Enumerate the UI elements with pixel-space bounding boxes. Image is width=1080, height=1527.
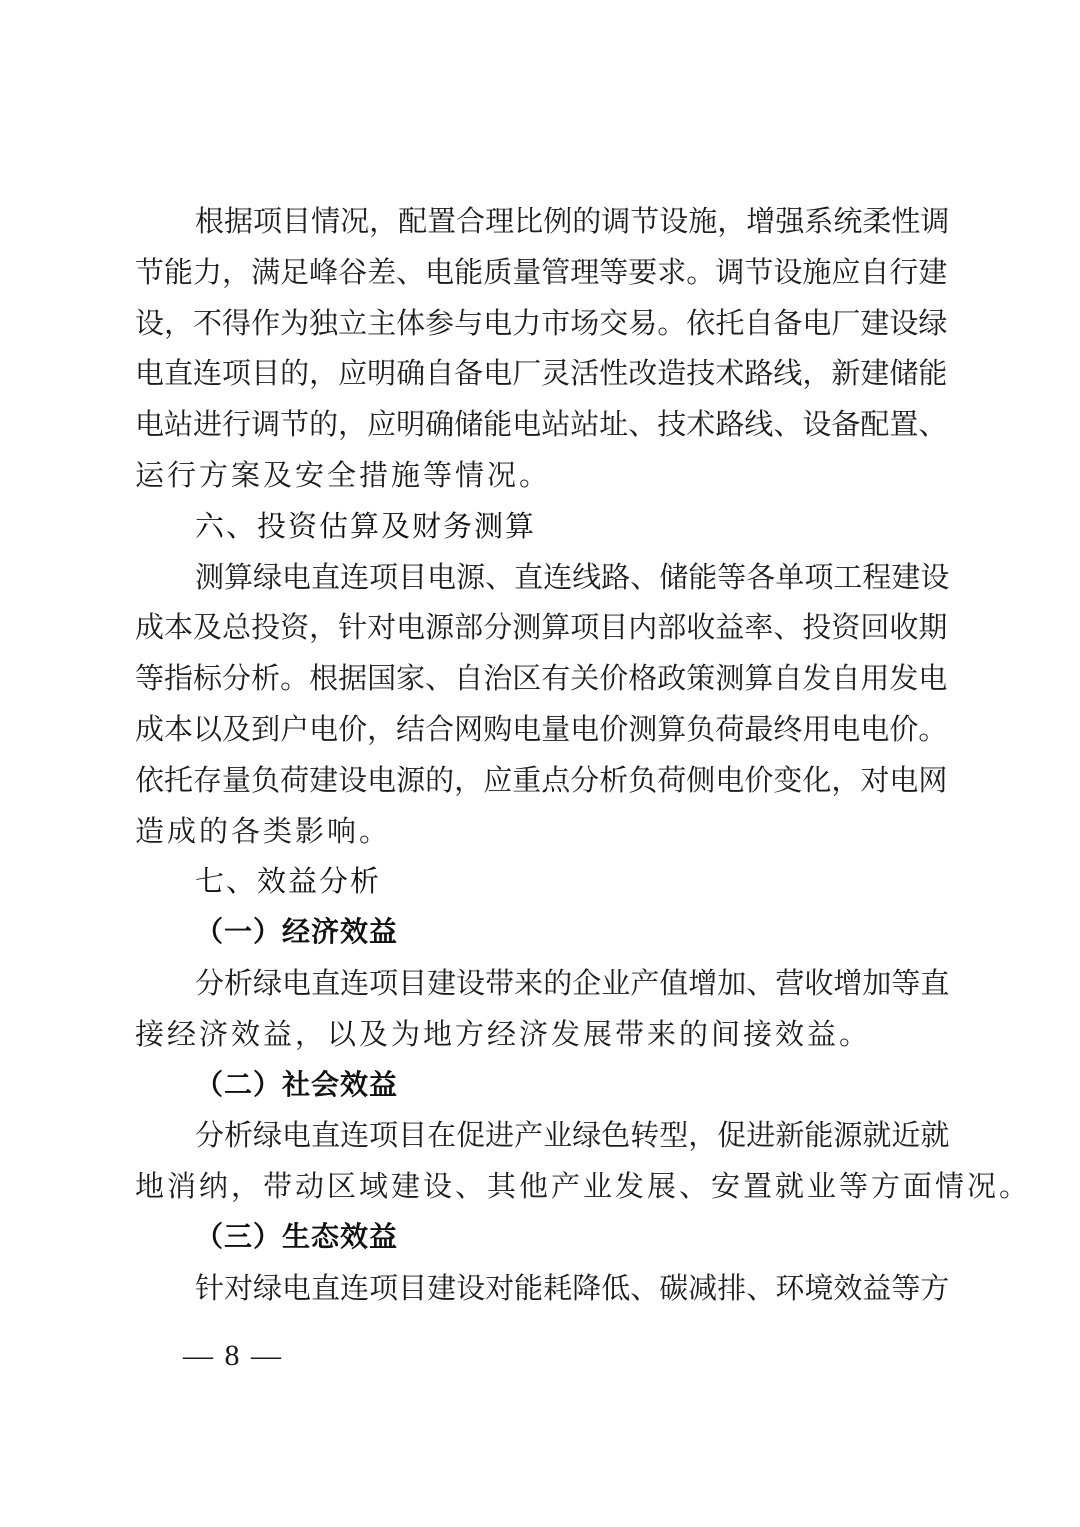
paragraph (135, 552, 950, 857)
text-line: 运行方案及安全措施等情况。 (135, 457, 552, 492)
paragraph (135, 196, 950, 501)
section-heading: 六、投资估算及财务测算 (195, 508, 537, 543)
subsection-heading: （三）生态效益 (195, 1219, 399, 1253)
text-line: 设 ， 不 得 作 为 独 立 主 体 参 与 电 力 市 场 交 易 。 依 托 自 备 电 厂 建 设 绿 (135, 305, 948, 340)
subsection-heading: （二）社会效益 (195, 1067, 399, 1101)
text-line: 成 本 及 总 投 资 ， 针 对 电 源 部 分 测 算 项 目 内 部 收 益 率 、 投 资 回 收 期 (135, 610, 948, 645)
subsection-heading: （一）经济效益 (195, 915, 399, 949)
text-line: 分 析 绿 电 直 连 项 目 在 促 进 产 业 绿 色 转 型 ， 促 进 新 能 源 就 近 就 (195, 1118, 950, 1153)
text-line: 依 托 存 量 负 荷 建 设 电 源 的 ， 应 重 点 分 析 负 荷 侧 电 价 变 化 ， 对 电 网 (135, 762, 948, 797)
text-line: 造成的各类影响。 (135, 813, 392, 848)
paragraph (135, 1110, 1032, 1212)
page-number: — 8 — (183, 1339, 283, 1372)
text-line: 等 指 标 分 析 。 根 据 国 家 、 自 治 区 有 关 价 格 政 策 测 算 自 发 自 用 发 电 (135, 661, 948, 696)
text-line: 电 站 进 行 调 节 的 ， 应 明 确 储 能 电 站 站 址 、 技 术 路 线 、 设 备 配 置 、 (135, 407, 948, 442)
text-line: 节 能 力 ， 满 足 峰 谷 差 、 电 能 质 量 管 理 等 要 求 。 调 节 设 施 应 自 行 建 (135, 254, 948, 289)
text-line: 成 本 以 及 到 户 电 价 ， 结 合 网 购 电 量 电 价 测 算 负 荷 最 终 用 电 电 价 。 (135, 711, 948, 746)
paragraph (135, 958, 950, 1060)
text-line: 接经济效益，以及为地方经济发展带来的间接效益。 (135, 1016, 872, 1051)
document-body (135, 196, 1032, 1314)
text-line: 针 对 绿 电 直 连 项 目 建 设 对 能 耗 降 低 、 碳 减 排 、 环 境 效 益 等 方 (195, 1270, 950, 1305)
paragraph (135, 1263, 950, 1314)
text-line: 地消纳，带动区域建设、其他产业发展、安置就业等方面情况。 (135, 1169, 1032, 1204)
text-line: 测 算 绿 电 直 连 项 目 电 源 、 直 连 线 路 、 储 能 等 各 单 项 工 程 建 设 (195, 559, 950, 594)
text-line: 根 据 项 目 情 况 ， 配 置 合 理 比 例 的 调 节 设 施 ， 增 强 系 统 柔 性 调 (195, 204, 950, 238)
section-heading: 七、效益分析 (195, 864, 382, 899)
text-line: 分 析 绿 电 直 连 项 目 建 设 带 来 的 企 业 产 值 增 加 、 营 收 增 加 等 直 (195, 965, 950, 1000)
text-line: 电 直 连 项 目 的 ， 应 明 确 自 备 电 厂 灵 活 性 改 造 技 术 路 线 ， 新 建 储 能 (135, 356, 948, 391)
